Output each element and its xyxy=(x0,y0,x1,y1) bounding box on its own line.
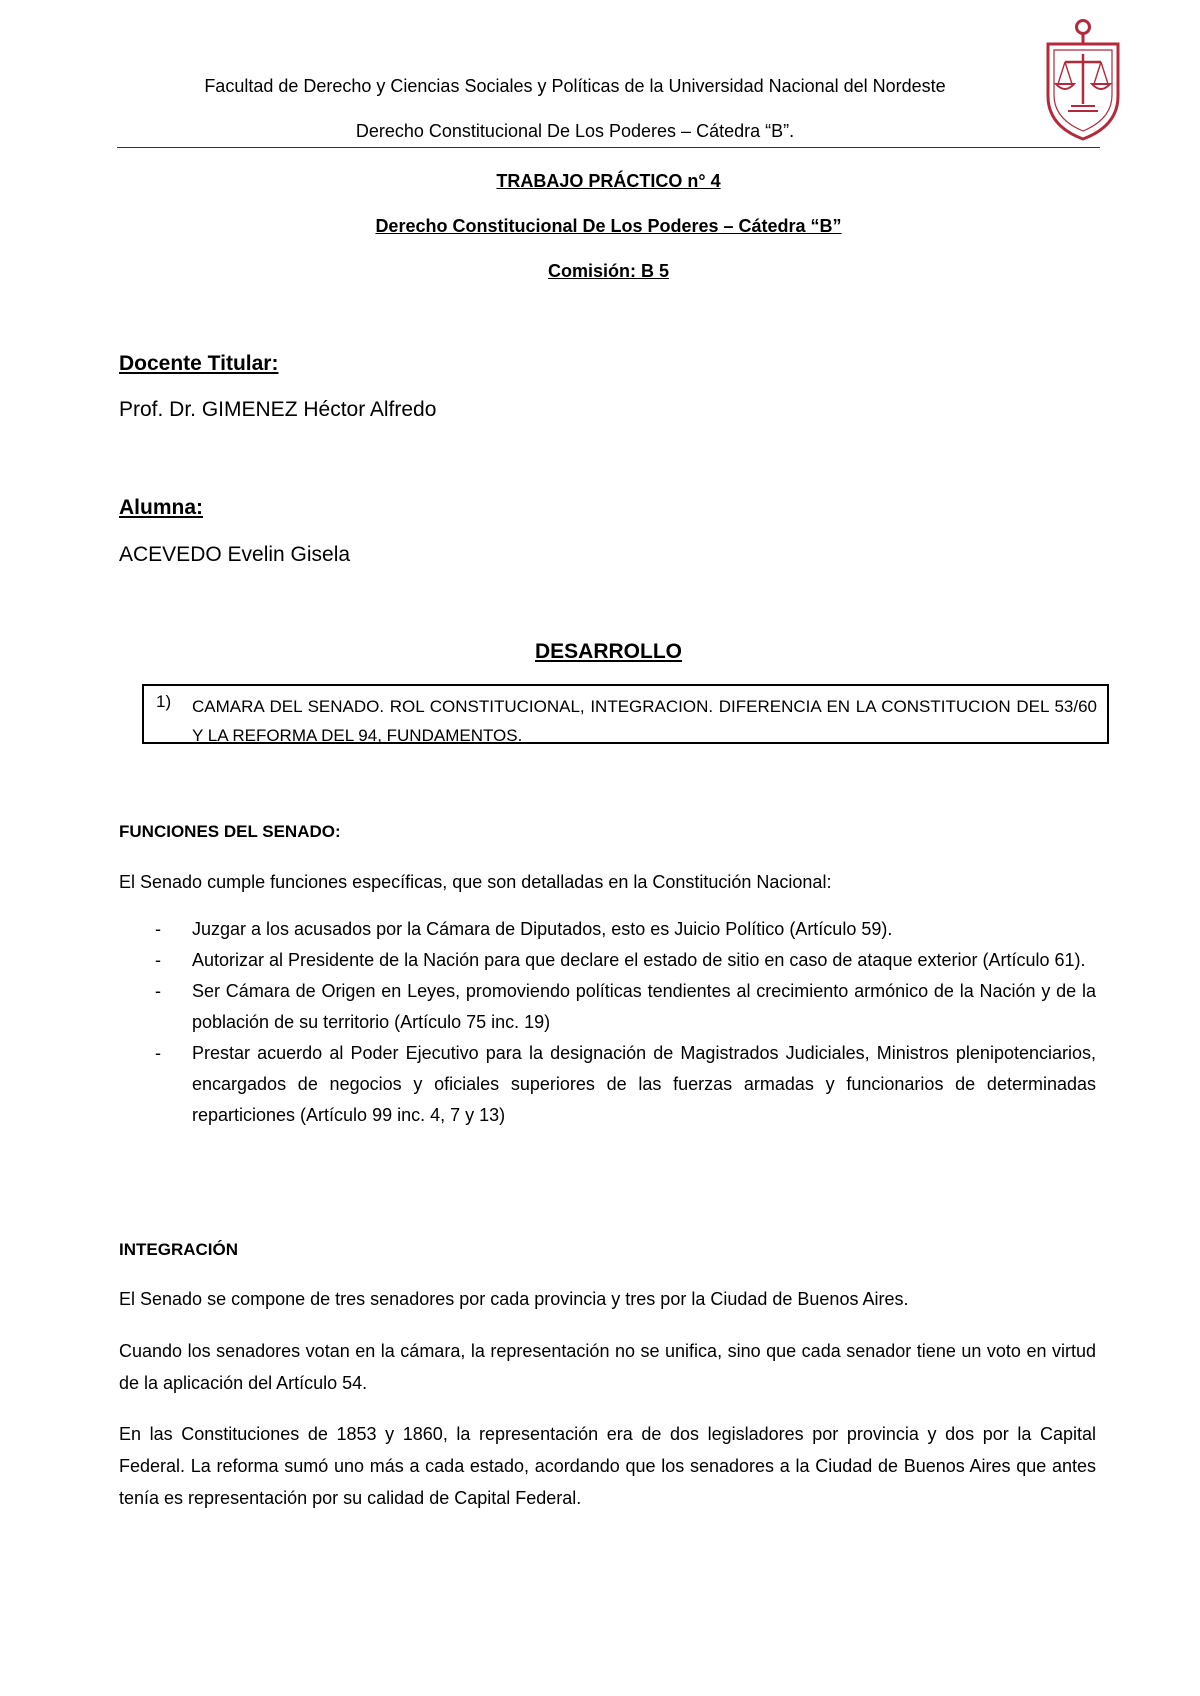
practical-work-title: TRABAJO PRÁCTICO n° 4 xyxy=(496,171,721,191)
scales-of-justice-shield-icon xyxy=(1038,18,1128,144)
list-item-text: Ser Cámara de Origen en Leyes, promoviendo políticas tendientes al crecimiento armónico de la Nación y de la población de su territorio (Artículo 75 inc. 19) xyxy=(192,981,1096,1032)
list-item xyxy=(119,945,1096,976)
list-item-text: Autorizar al Presidente de la Nación para que declare el estado de sitio en caso de ataque exterior (Artículo 61). xyxy=(192,950,1086,970)
integration-paragraph-3: En las Constituciones de 1853 y 1860, la representación era de dos legisladores por provincia y dos por la Capital Federal. La reforma sumó uno más a cada estado, acordando que los senadores a la Ciudad de Buenos Aires que antes tenía es representación por su calidad de Capital Federal. xyxy=(119,1424,1096,1508)
header-divider xyxy=(117,147,1100,148)
integration-heading: INTEGRACIÓN xyxy=(119,1240,238,1259)
header-course-line: Derecho Constitucional De Los Poderes – Cátedra “B”. xyxy=(355,121,795,141)
professor-name: Prof. Dr. GIMENEZ Héctor Alfredo xyxy=(119,398,437,421)
list-item xyxy=(119,914,1096,945)
question-text: CAMARA DEL SENADO. ROL CONSTITUCIONAL, INTEGRACION. DIFERENCIA EN LA CONSTITUCION DEL 53/60 Y LA REFORMA DEL 94, FUNDAMENTOS. xyxy=(192,697,1097,745)
header-faculty-line: Facultad de Derecho y Ciencias Sociales y Políticas de la Universidad Nacional del Nordeste xyxy=(204,76,946,96)
question-number: 1) xyxy=(156,692,172,711)
student-label: Alumna: xyxy=(119,496,203,519)
functions-list xyxy=(119,914,1096,1131)
development-heading: DESARROLLO xyxy=(535,640,682,663)
bullet-dash: - xyxy=(155,981,161,1001)
commission-label: Comisión: B 5 xyxy=(547,261,669,281)
professor-label: Docente Titular: xyxy=(119,352,279,375)
functions-intro: El Senado cumple funciones específicas, que son detalladas en la Constitución Nacional: xyxy=(119,872,832,892)
functions-heading: FUNCIONES DEL SENADO: xyxy=(119,822,341,841)
bullet-dash: - xyxy=(155,1043,161,1063)
question-box xyxy=(142,684,1109,744)
integration-paragraph-2: Cuando los senadores votan en la cámara, la representación no se unifica, sino que cada senador tiene un voto en virtud de la aplicación del Artículo 54. xyxy=(119,1341,1096,1393)
student-name: ACEVEDO Evelin Gisela xyxy=(119,543,351,566)
list-item xyxy=(119,1038,1096,1131)
course-subject: Derecho Constitucional De Los Poderes – Cátedra “B” xyxy=(375,216,842,236)
list-item-text: Juzgar a los acusados por la Cámara de Diputados, esto es Juicio Político (Artículo 59). xyxy=(192,919,893,939)
list-item xyxy=(119,976,1096,1038)
integration-paragraph-1: El Senado se compone de tres senadores por cada provincia y tres por la Ciudad de Buenos Aires. xyxy=(119,1289,909,1309)
bullet-dash: - xyxy=(155,950,161,970)
list-item-text: Prestar acuerdo al Poder Ejecutivo para la designación de Magistrados Judiciales, Ministros plenipotenciarios, encargados de negocios y oficiales superiores de las fuerzas armadas y funcionarios de determinadas reparticiones (Artículo 99 inc. 4, 7 y 13) xyxy=(192,1043,1096,1125)
bullet-dash: - xyxy=(155,919,161,939)
